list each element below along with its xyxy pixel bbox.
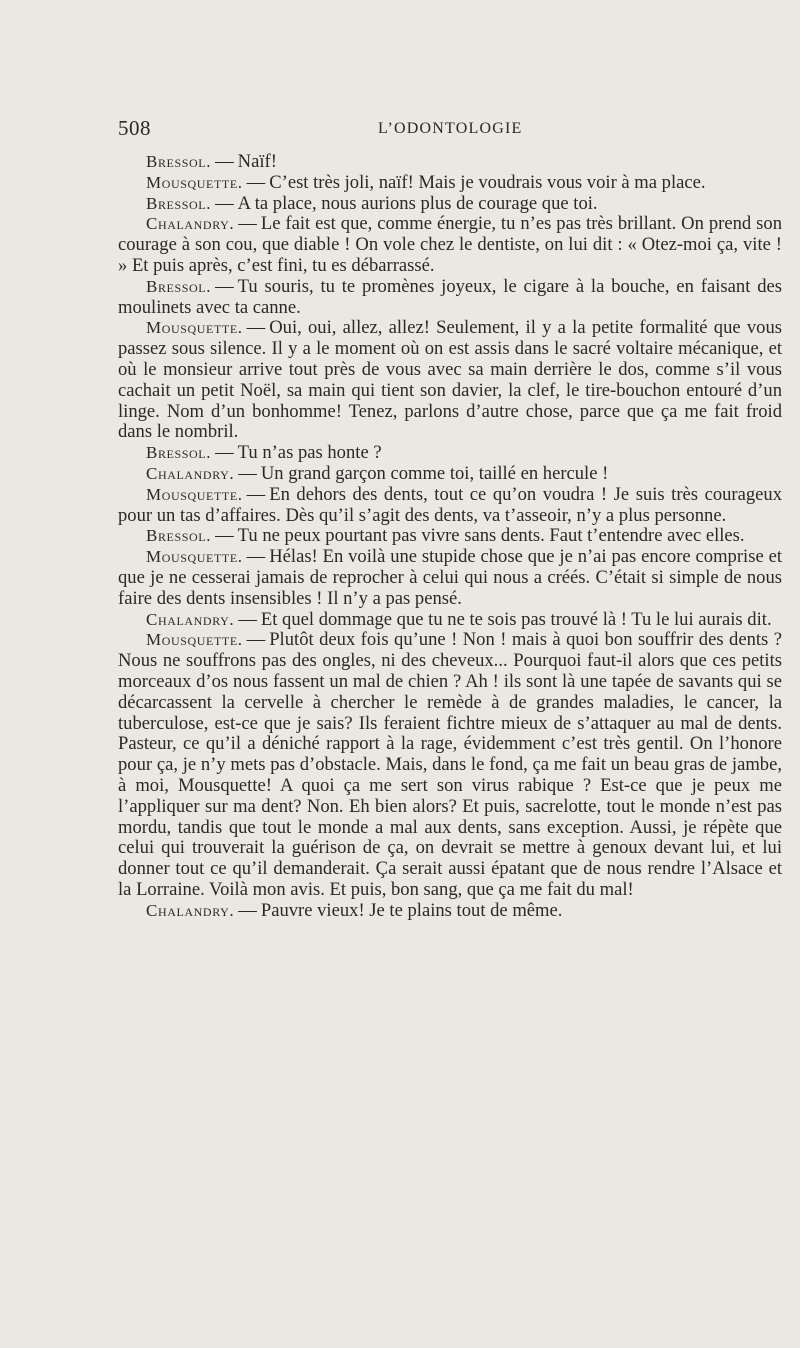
speaker-name: Chalandry. <box>146 900 235 920</box>
dialogue-paragraph <box>118 443 782 464</box>
dialogue-paragraph <box>118 152 782 173</box>
dialogue-paragraph <box>118 464 782 485</box>
em-dash: — <box>215 275 234 297</box>
em-dash: — <box>215 525 234 547</box>
running-head <box>118 116 782 146</box>
speech-text: Un grand garçon comme toi, taillé en hercule ! <box>260 462 609 484</box>
em-dash: — <box>246 317 266 339</box>
speaker-name: Mousquette. <box>146 630 243 650</box>
speech-text: Et quel dommage que tu ne te sois pas trouvé là ! Tu le lui aurais dit. <box>260 608 772 630</box>
em-dash: — <box>215 442 234 464</box>
dialogue-paragraph <box>118 485 782 527</box>
speaker-name: Bressol. <box>146 152 212 171</box>
speaker-name: Bressol. <box>146 443 212 463</box>
dialogue-paragraph <box>118 610 782 631</box>
speech-text: Naïf! <box>237 151 277 172</box>
page-number: 508 <box>118 116 151 140</box>
speech-text: A ta place, nous aurions plus de courage que toi. <box>237 192 598 214</box>
speaker-name: Bressol. <box>146 526 212 546</box>
dialogue-paragraph <box>118 526 782 547</box>
speech-text: Oui, oui, allez, allez! Seulement, il y a la petite formalité que vous passez sous silence. Il y a le moment où on est assis dans le sacré voltaire mécanique, et où le monsieur arrive tout près de vous avec sa main derrière le dos, comme s’il vous cachait un petit Noël, sa main qui tient son davier, la clef, le tire-bouchon entouré d’un linge. Nom d’un bonhomme! Tenez, parlons d’autre chose, parce que ça me fait froid dans le nombril. <box>118 317 782 443</box>
speech-text: Hélas! En voilà une stupide chose que je n’ai pas encore comprise et que je ne cesserai jamais de reprocher à celui qui nous a créés. C’était si simple de nous faire des dents insensibles ! Il n’y a pas pensé. <box>118 546 782 609</box>
em-dash: — <box>246 546 266 568</box>
em-dash: — <box>215 192 234 214</box>
speech-text: C’est très joli, naïf! Mais je voudrais vous voir à ma place. <box>269 171 706 193</box>
dialogue-paragraph <box>118 630 782 900</box>
speaker-name: Mousquette. <box>146 484 243 504</box>
dialogue-paragraph <box>118 173 782 194</box>
speech-text: Tu souris, tu te promènes joyeux, le cigare à la bouche, en faisant des moulinets avec ta canne. <box>118 275 782 318</box>
dialogue-paragraph <box>118 547 782 609</box>
speaker-name: Bressol. <box>146 276 212 296</box>
dialogue-paragraph <box>118 214 782 276</box>
speech-text: Tu ne peux pourtant pas vivre sans dents. Faut t’entendre avec elles. <box>237 525 745 547</box>
em-dash: — <box>238 462 257 484</box>
em-dash: — <box>238 608 257 630</box>
speech-text: Tu n’as pas honte ? <box>237 442 382 464</box>
em-dash: — <box>215 151 234 172</box>
speaker-name: Chalandry. <box>146 463 235 483</box>
dialogue-paragraph <box>118 194 782 215</box>
speech-text: Plutôt deux fois qu’une ! Non ! mais à quoi bon souffrir des dents ? Nous ne souffrons pas des ongles, ni des cheveux... Pourquoi faut-il alors que ces petits morceaux d’os nous fassent un mal de chien ? Ah ! ils sont là une tapée de savants qui se décarcassent la cervelle à chercher le remède à de grandes maladies, le cancer, la tuberculose, est-ce que je sais? Ils feraient fichtre mieux de s’attaquer au mal de dents. Pasteur, ce qu’il a déniché rapport à la rage, évidemment c’est très gentil. On l’honore pour ça, je n’y mets pas d’obstacle. Mais, dans le fond, ça me fait un beau gras de jambe, à moi, Mousquette! A quoi ça me sert son virus rabique ? Est-ce que je peux me l’appliquer sur ma dent? Non. Eh bien alors? Et puis, sacrelotte, tout le monde n’est pas mordu, tandis que tout le monde a mal aux dents, sans exception. Aussi, je répète que celui qui trouverait la guérison de ça, on devrait se mettre à genoux devant lui, et lui donner tout ce qu’il demanderait. Ça serait aussi épatant que de nous rendre l’Alsace et la Lorraine. Voilà mon avis. Et puis, bon sang, que ça me fait du mal! <box>118 629 782 900</box>
speaker-name: Mousquette. <box>146 172 243 192</box>
speaker-name: Bressol. <box>146 193 212 213</box>
dialogue-paragraph <box>118 277 782 319</box>
speech-text: En dehors des dents, tout ce qu’on voudra ! Je suis très courageux pour un tas d’affaires. Dès qu’il s’agit des dents, va t’asseoir, n’y a plus personne. <box>118 483 782 526</box>
speaker-name: Mousquette. <box>146 318 243 338</box>
em-dash: — <box>246 629 266 651</box>
running-title: L’ODONTOLOGIE <box>378 120 523 137</box>
em-dash: — <box>246 483 266 505</box>
em-dash: — <box>246 171 266 193</box>
dialogue-text <box>118 152 782 921</box>
dialogue-paragraph <box>118 901 782 922</box>
speaker-name: Chalandry. <box>146 214 235 234</box>
dialogue-paragraph <box>118 318 782 443</box>
speaker-name: Chalandry. <box>146 609 235 629</box>
speech-text: Pauvre vieux! Je te plains tout de même. <box>260 899 563 921</box>
em-dash: — <box>238 899 257 921</box>
speaker-name: Mousquette. <box>146 547 243 567</box>
em-dash: — <box>238 213 257 235</box>
speech-text: Le fait est que, comme énergie, tu n’es pas très brillant. On prend son courage à son cou, que diable ! On vole chez le dentiste, on lui dit : « Otez-moi ça, vite ! » Et puis après, c’est fini, tu es débarrassé. <box>118 213 782 276</box>
